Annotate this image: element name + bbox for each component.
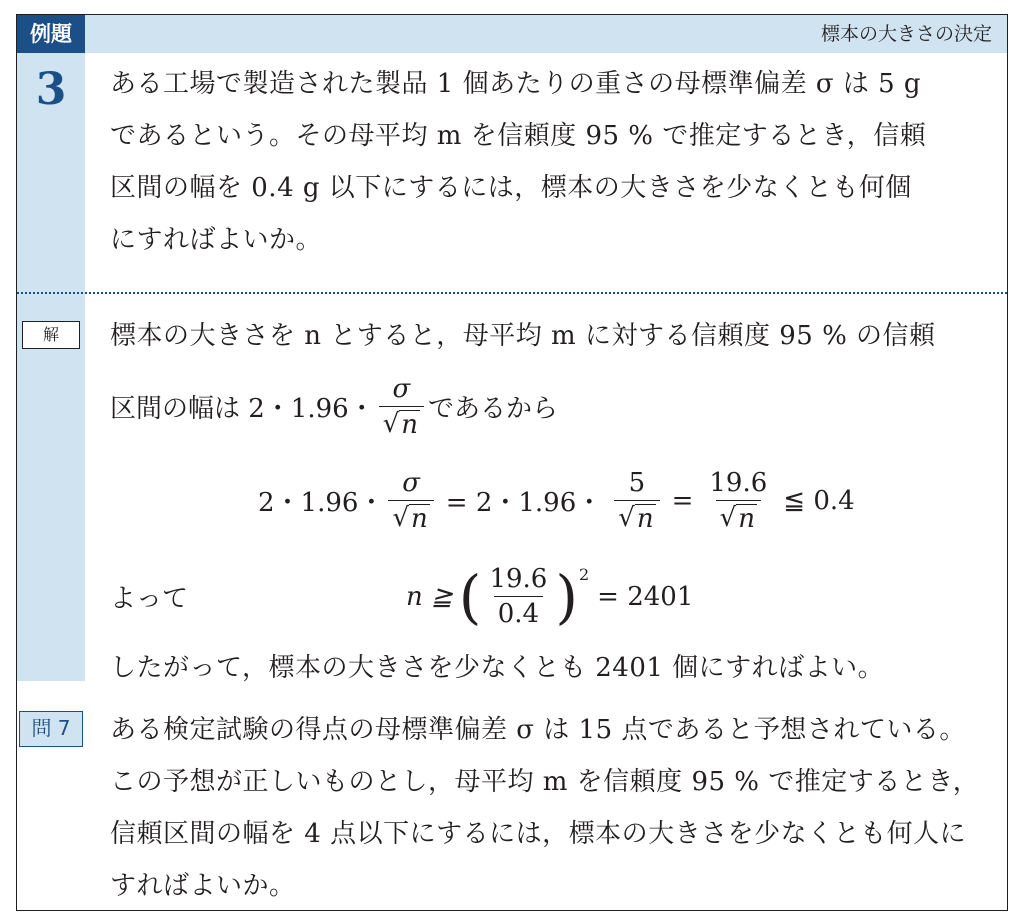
fraction-denominator: n xyxy=(636,504,654,534)
paren-right: ) xyxy=(555,562,578,631)
fraction-196-over-04 xyxy=(485,564,551,629)
fraction-denominator: 0.4 xyxy=(494,596,543,629)
solution-label: 解 xyxy=(22,321,80,349)
problem-line: ある工場で製造された製品 1 個あたりの重さの母標準偏差 σ は 5 g xyxy=(110,69,922,99)
solution-line-1 xyxy=(110,310,1010,362)
equation-result xyxy=(110,564,701,629)
fraction-sigma-over-root-n: σ √ n xyxy=(388,468,433,533)
solution-conclusion xyxy=(110,642,1010,694)
example-badge: 例題 xyxy=(17,15,85,53)
exponent: 2 xyxy=(578,565,590,584)
problem-text xyxy=(110,58,1010,266)
equation-term: 2・1.96・ xyxy=(258,488,385,518)
fraction-196-over-root-n: 19.6 √ n xyxy=(705,468,771,533)
equation-width xyxy=(258,468,863,533)
fraction-denominator: n xyxy=(401,410,419,440)
question-line: すればよいか。 xyxy=(110,871,296,901)
question-line: この予想が正しいものとし，母平均 m を信頼度 95 % で推定するとき， xyxy=(110,767,980,797)
problem-line: 区間の幅を 0.4 g 以下にするには，標本の大きさを少なくとも何個 xyxy=(110,173,912,203)
fraction-numerator: σ xyxy=(392,374,411,404)
fraction-sigma-over-root-n: σ √ n xyxy=(379,374,424,439)
solution-text: したがって，標本の大きさを少なくとも 2401 個にすればよい。 xyxy=(110,653,885,683)
example-number: 3 xyxy=(35,64,67,115)
therefore-text: よって xyxy=(110,584,189,614)
problem-line: にすればよいか。 xyxy=(110,225,323,255)
fraction-numerator: σ xyxy=(402,468,420,498)
solution-line-2 xyxy=(110,374,558,439)
fraction-numerator: 5 xyxy=(628,468,646,498)
question-label: 問 7 xyxy=(19,711,83,747)
section-divider xyxy=(17,292,1007,294)
equation-term: = xyxy=(671,485,694,516)
fraction-numerator: 19.6 xyxy=(709,468,768,498)
fraction-five-over-root-n: 5 √ n xyxy=(614,468,659,533)
question-text xyxy=(110,704,1010,912)
fraction-denominator: n xyxy=(738,504,755,534)
topic-title: 標本の大きさの決定 xyxy=(820,23,992,45)
solution-text: 区間の幅は 2・1.96・ xyxy=(110,394,375,424)
equation-term: ≦ 0.4 xyxy=(783,485,855,516)
left-band xyxy=(17,53,85,681)
question-line: 信頼区間の幅を 4 点以下にするには，標本の大きさを少なくとも何人に xyxy=(110,819,967,849)
solution-text: 標本の大きさを n とすると，母平均 m に対する信頼度 95 % の信頼 xyxy=(110,321,936,351)
paren-left: ( xyxy=(458,562,482,631)
problem-line: であるという。その母平均 m を信頼度 95 % で推定するとき，信頼 xyxy=(110,121,927,151)
equation-term: n ≧ xyxy=(406,581,453,612)
solution-text: であるから xyxy=(428,394,559,424)
question-line: ある検定試験の得点の母標準偏差 σ は 15 点であると予想されている。 xyxy=(110,715,966,745)
equation-term: = 2401 xyxy=(597,581,694,612)
fraction-denominator: n xyxy=(411,504,428,534)
equation-term: = 2・1.96・ xyxy=(445,488,603,518)
fraction-numerator: 19.6 xyxy=(489,564,548,594)
